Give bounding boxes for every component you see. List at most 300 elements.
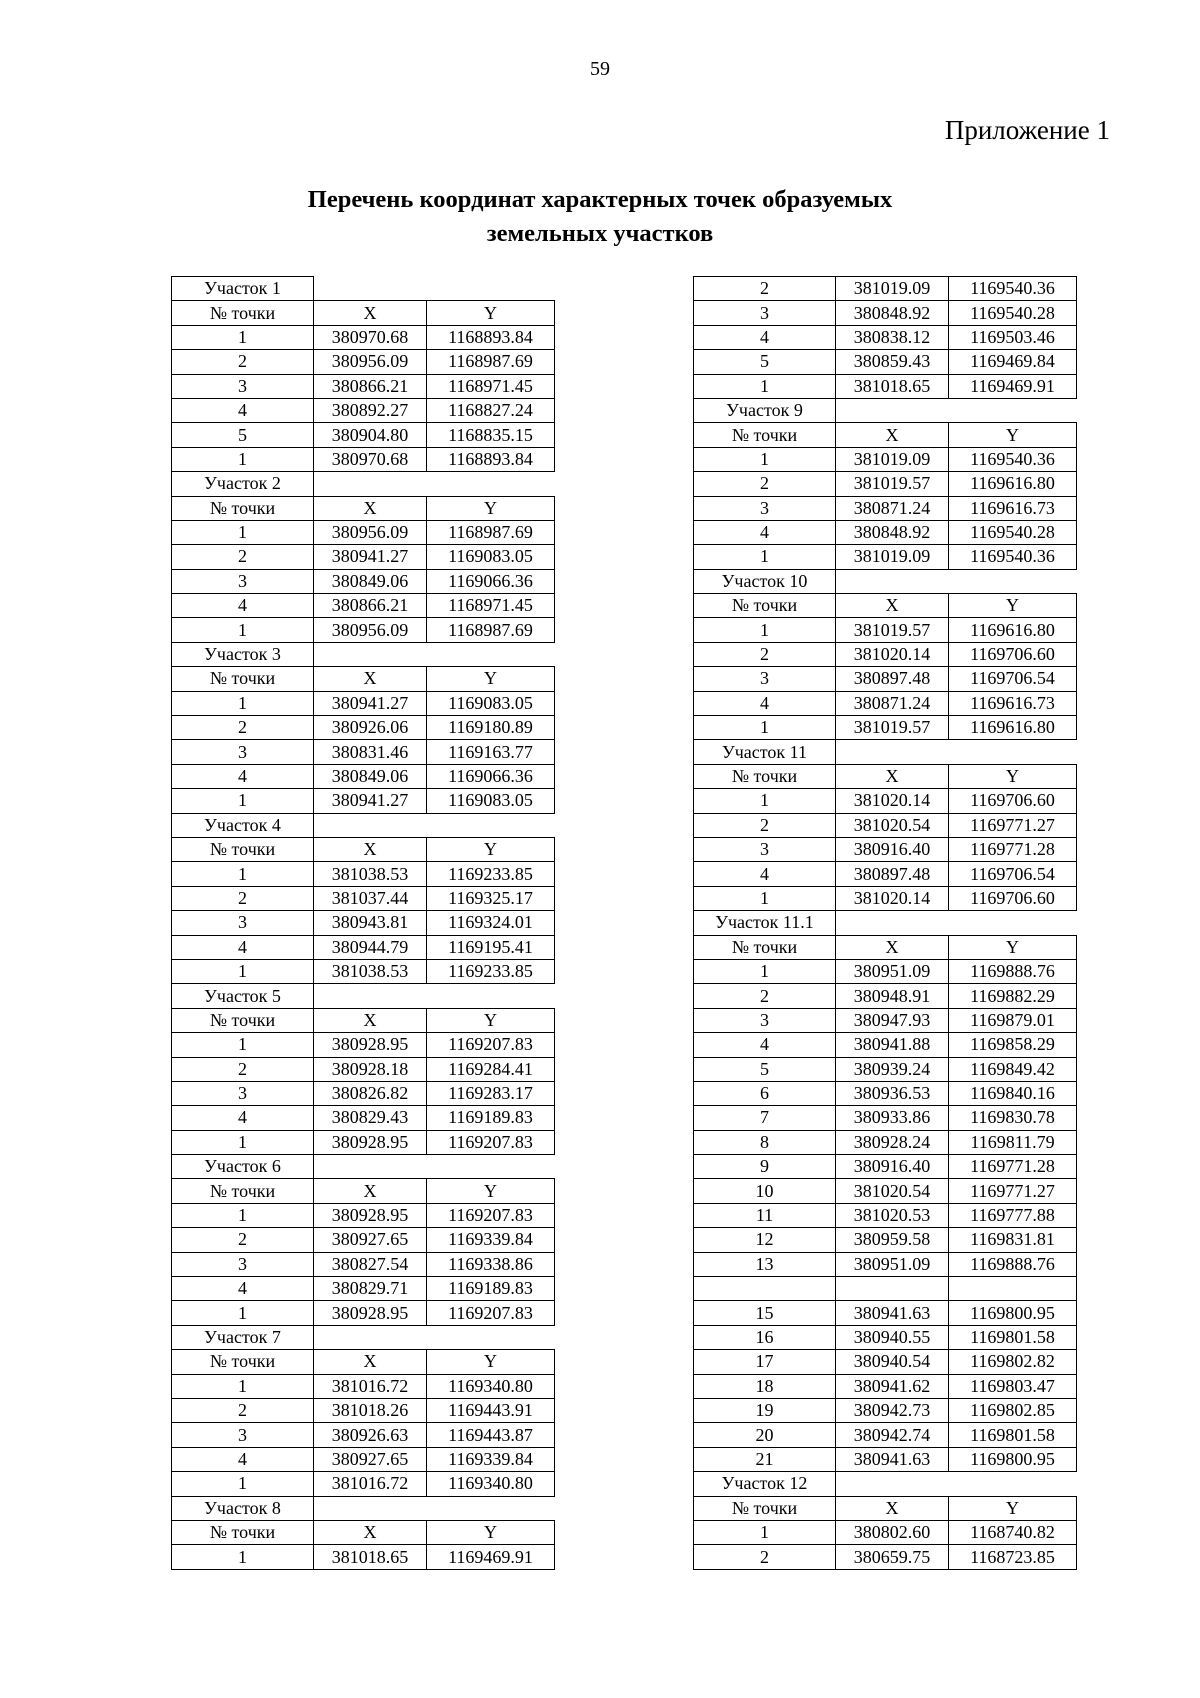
point-y: 1168827.24 xyxy=(427,398,555,422)
point-number: 2 xyxy=(172,545,314,569)
point-number: 1 xyxy=(694,1520,836,1544)
point-x: 380928.95 xyxy=(314,1301,427,1325)
point-y: 1168987.69 xyxy=(427,350,555,374)
point-x: 380941.27 xyxy=(314,691,427,715)
point-x: 380970.68 xyxy=(314,325,427,349)
point-x: 380926.06 xyxy=(314,716,427,740)
section-row xyxy=(172,642,555,666)
header-x: X xyxy=(836,764,949,788)
section-row xyxy=(694,1472,1077,1496)
point-row xyxy=(694,545,1077,569)
header-x: X xyxy=(314,1520,427,1544)
point-x: 380849.06 xyxy=(314,764,427,788)
point-number: 2 xyxy=(172,886,314,910)
point-y: 1169800.95 xyxy=(949,1301,1077,1325)
point-y: 1169503.46 xyxy=(949,325,1077,349)
empty-cell xyxy=(949,911,1077,935)
point-row xyxy=(172,789,555,813)
empty-cell xyxy=(314,1325,427,1349)
point-number: 1 xyxy=(694,447,836,471)
point-number: 16 xyxy=(694,1325,836,1349)
point-number: 6 xyxy=(694,1081,836,1105)
point-y: 1169540.36 xyxy=(949,277,1077,301)
empty-cell xyxy=(836,1472,949,1496)
header-x: X xyxy=(314,1350,427,1374)
point-y: 1169083.05 xyxy=(427,789,555,813)
point-x: 380849.06 xyxy=(314,569,427,593)
point-row xyxy=(172,1081,555,1105)
point-number: 3 xyxy=(694,1008,836,1032)
point-x: 381018.26 xyxy=(314,1398,427,1422)
column-header-row xyxy=(694,1496,1077,1520)
section-row xyxy=(172,1155,555,1179)
point-x: 380928.95 xyxy=(314,1033,427,1057)
point-number: 2 xyxy=(172,1228,314,1252)
header-x: X xyxy=(836,935,949,959)
empty-cell xyxy=(427,813,555,837)
point-number: 3 xyxy=(694,667,836,691)
point-y: 1169801.58 xyxy=(949,1423,1077,1447)
point-number: 3 xyxy=(694,496,836,520)
point-y: 1169469.91 xyxy=(427,1545,555,1569)
point-x: 380838.12 xyxy=(836,325,949,349)
point-row xyxy=(694,886,1077,910)
point-number: 2 xyxy=(694,1545,836,1569)
header-y: Y xyxy=(949,935,1077,959)
point-x: 380956.09 xyxy=(314,520,427,544)
point-row xyxy=(694,716,1077,740)
point-row xyxy=(694,374,1077,398)
point-row xyxy=(694,1423,1077,1447)
point-x: 380928.18 xyxy=(314,1057,427,1081)
point-x: 381019.09 xyxy=(836,447,949,471)
point-y: 1169207.83 xyxy=(427,1203,555,1227)
header-y: Y xyxy=(949,423,1077,447)
section-row xyxy=(172,1496,555,1520)
point-number: 9 xyxy=(694,1155,836,1179)
header-y: Y xyxy=(427,1350,555,1374)
point-x: 380941.27 xyxy=(314,545,427,569)
column-header-row xyxy=(172,301,555,325)
point-number: 4 xyxy=(694,862,836,886)
point-number: 10 xyxy=(694,1179,836,1203)
point-x: 380904.80 xyxy=(314,423,427,447)
point-number: 1 xyxy=(172,618,314,642)
point-row xyxy=(172,1252,555,1276)
point-number: 1 xyxy=(172,691,314,715)
point-y: 1169233.85 xyxy=(427,959,555,983)
point-number: 4 xyxy=(172,594,314,618)
point-number: 1 xyxy=(172,1033,314,1057)
point-number: 4 xyxy=(172,1277,314,1301)
point-x: 380947.93 xyxy=(836,1008,949,1032)
header-point-number: № точки xyxy=(172,837,314,861)
point-x: 380826.82 xyxy=(314,1081,427,1105)
empty-cell xyxy=(836,911,949,935)
point-row xyxy=(694,691,1077,715)
point-y: 1169801.58 xyxy=(949,1325,1077,1349)
point-number: 8 xyxy=(694,1130,836,1154)
point-x: 380933.86 xyxy=(836,1106,949,1130)
column-header-row xyxy=(172,496,555,520)
point-x: 381019.09 xyxy=(836,277,949,301)
point-row xyxy=(694,1520,1077,1544)
point-x: 381016.72 xyxy=(314,1472,427,1496)
empty-cell xyxy=(836,398,949,422)
point-x: 380951.09 xyxy=(836,959,949,983)
point-x: 380831.46 xyxy=(314,740,427,764)
point-y: 1169802.85 xyxy=(949,1398,1077,1422)
header-y: Y xyxy=(427,837,555,861)
point-x: 380871.24 xyxy=(836,496,949,520)
point-row xyxy=(172,1423,555,1447)
point-x: 381019.57 xyxy=(836,618,949,642)
header-point-number: № точки xyxy=(172,1008,314,1032)
point-x: 381016.72 xyxy=(314,1374,427,1398)
column-header-row xyxy=(172,1520,555,1544)
point-y: 1169163.77 xyxy=(427,740,555,764)
point-y: 1169340.80 xyxy=(427,1374,555,1398)
header-x: X xyxy=(314,837,427,861)
header-x: X xyxy=(314,301,427,325)
section-label: Участок 11.1 xyxy=(694,911,836,935)
header-y: Y xyxy=(949,594,1077,618)
empty-cell xyxy=(949,398,1077,422)
point-x: 380936.53 xyxy=(836,1081,949,1105)
point-row xyxy=(172,691,555,715)
point-x: 380866.21 xyxy=(314,594,427,618)
point-row xyxy=(172,1472,555,1496)
point-x: 381020.14 xyxy=(836,886,949,910)
section-row xyxy=(172,813,555,837)
appendix-label: Приложение 1 xyxy=(944,115,1110,145)
point-number: 2 xyxy=(694,277,836,301)
point-x: 380942.73 xyxy=(836,1398,949,1422)
point-row xyxy=(694,984,1077,1008)
point-number: 3 xyxy=(172,1081,314,1105)
point-number: 3 xyxy=(172,740,314,764)
point-x: 380802.60 xyxy=(836,1520,949,1544)
point-row xyxy=(172,1301,555,1325)
point-row xyxy=(172,886,555,910)
point-number: 5 xyxy=(172,423,314,447)
point-number: 12 xyxy=(694,1228,836,1252)
point-x: 380892.27 xyxy=(314,398,427,422)
point-row xyxy=(172,398,555,422)
point-row xyxy=(694,642,1077,666)
header-x: X xyxy=(314,667,427,691)
point-y: 1169340.80 xyxy=(427,1472,555,1496)
point-number: 3 xyxy=(172,1252,314,1276)
point-x: 380959.58 xyxy=(836,1228,949,1252)
point-number: 1 xyxy=(172,862,314,886)
empty-cell xyxy=(314,813,427,837)
point-x: 381038.53 xyxy=(314,959,427,983)
point-number: 1 xyxy=(172,959,314,983)
point-x: 381037.44 xyxy=(314,886,427,910)
column-header-row xyxy=(172,1179,555,1203)
header-point-number: № точки xyxy=(694,594,836,618)
point-row xyxy=(172,959,555,983)
point-y: 1169830.78 xyxy=(949,1106,1077,1130)
point-y: 1169443.87 xyxy=(427,1423,555,1447)
point-row xyxy=(172,1545,555,1569)
point-row xyxy=(694,789,1077,813)
point-y: 1169771.27 xyxy=(949,813,1077,837)
point-y: 1169066.36 xyxy=(427,764,555,788)
point-x: 380827.54 xyxy=(314,1252,427,1276)
point-number: 2 xyxy=(172,716,314,740)
point-x: 380928.95 xyxy=(314,1130,427,1154)
header-x: X xyxy=(314,1179,427,1203)
empty-cell xyxy=(949,1472,1077,1496)
point-x: 381020.53 xyxy=(836,1203,949,1227)
point-number: 7 xyxy=(694,1106,836,1130)
title-line-1: Перечень координат характерных точек образуемых xyxy=(307,186,893,213)
point-number: 13 xyxy=(694,1252,836,1276)
header-x: X xyxy=(314,496,427,520)
empty-cell xyxy=(314,1155,427,1179)
point-y: 1168893.84 xyxy=(427,447,555,471)
point-y: 1169616.80 xyxy=(949,472,1077,496)
point-x: 380928.24 xyxy=(836,1130,949,1154)
empty-cell xyxy=(427,984,555,1008)
point-number: 4 xyxy=(172,398,314,422)
point-number: 15 xyxy=(694,1301,836,1325)
point-y: 1169540.28 xyxy=(949,520,1077,544)
point-y: 1169803.47 xyxy=(949,1374,1077,1398)
point-y: 1169233.85 xyxy=(427,862,555,886)
header-y: Y xyxy=(949,1496,1077,1520)
point-number: 1 xyxy=(694,618,836,642)
point-number: 4 xyxy=(694,1033,836,1057)
coordinates-table-right xyxy=(693,276,1077,1570)
point-y: 1169706.54 xyxy=(949,667,1077,691)
point-row xyxy=(172,1398,555,1422)
section-row xyxy=(172,1325,555,1349)
point-x: 380926.63 xyxy=(314,1423,427,1447)
title-line-2: земельных участков xyxy=(486,220,714,247)
point-x: 380939.24 xyxy=(836,1057,949,1081)
point-number: 4 xyxy=(172,1106,314,1130)
empty-cell xyxy=(314,472,427,496)
point-x: 380970.68 xyxy=(314,447,427,471)
point-y: 1169066.36 xyxy=(427,569,555,593)
point-number: 17 xyxy=(694,1350,836,1374)
point-y: 1169207.83 xyxy=(427,1130,555,1154)
section-row xyxy=(172,984,555,1008)
point-row xyxy=(694,1033,1077,1057)
point-x: 380956.09 xyxy=(314,350,427,374)
point-number: 2 xyxy=(694,642,836,666)
point-number: 3 xyxy=(172,374,314,398)
column-header-row xyxy=(172,837,555,861)
point-y: 1169195.41 xyxy=(427,935,555,959)
section-row xyxy=(172,277,555,301)
point-y: 1168740.82 xyxy=(949,1520,1077,1544)
point-y: 1169858.29 xyxy=(949,1033,1077,1057)
point-row xyxy=(694,1179,1077,1203)
point-row xyxy=(172,1106,555,1130)
point-x xyxy=(836,1277,949,1301)
point-y: 1169879.01 xyxy=(949,1008,1077,1032)
point-row xyxy=(694,1008,1077,1032)
point-x: 381019.57 xyxy=(836,716,949,740)
point-row xyxy=(172,325,555,349)
point-x: 380916.40 xyxy=(836,1155,949,1179)
column-header-row xyxy=(694,935,1077,959)
section-label: Участок 12 xyxy=(694,1472,836,1496)
point-row xyxy=(172,911,555,935)
section-row xyxy=(694,569,1077,593)
point-x: 380928.95 xyxy=(314,1203,427,1227)
point-number: 2 xyxy=(172,350,314,374)
point-number: 2 xyxy=(694,984,836,1008)
point-number: 1 xyxy=(172,520,314,544)
point-x: 380956.09 xyxy=(314,618,427,642)
point-number: 1 xyxy=(172,1203,314,1227)
point-row xyxy=(172,1057,555,1081)
point-x: 380948.91 xyxy=(836,984,949,1008)
point-row xyxy=(694,1252,1077,1276)
point-number: 18 xyxy=(694,1374,836,1398)
point-y: 1169849.42 xyxy=(949,1057,1077,1081)
point-y: 1169189.83 xyxy=(427,1106,555,1130)
point-row xyxy=(172,520,555,544)
point-row xyxy=(694,618,1077,642)
section-label: Участок 9 xyxy=(694,398,836,422)
empty-cell xyxy=(949,569,1077,593)
point-y: 1169840.16 xyxy=(949,1081,1077,1105)
point-y: 1169888.76 xyxy=(949,1252,1077,1276)
point-row xyxy=(694,1374,1077,1398)
section-label: Участок 10 xyxy=(694,569,836,593)
section-label: Участок 7 xyxy=(172,1325,314,1349)
point-number xyxy=(694,1277,836,1301)
point-y: 1169771.28 xyxy=(949,1155,1077,1179)
point-row xyxy=(694,1203,1077,1227)
section-label: Участок 2 xyxy=(172,472,314,496)
point-number: 4 xyxy=(694,691,836,715)
point-x: 380944.79 xyxy=(314,935,427,959)
point-row xyxy=(694,1350,1077,1374)
point-number: 1 xyxy=(172,447,314,471)
point-row xyxy=(172,545,555,569)
point-number: 4 xyxy=(172,1447,314,1471)
point-row xyxy=(694,1398,1077,1422)
empty-cell xyxy=(836,569,949,593)
point-row xyxy=(694,447,1077,471)
point-x: 380897.48 xyxy=(836,667,949,691)
point-row xyxy=(694,1447,1077,1471)
point-row xyxy=(172,374,555,398)
point-y: 1169706.54 xyxy=(949,862,1077,886)
point-row xyxy=(172,447,555,471)
header-x: X xyxy=(314,1008,427,1032)
point-x: 380942.74 xyxy=(836,1423,949,1447)
point-y: 1169083.05 xyxy=(427,545,555,569)
point-y: 1169207.83 xyxy=(427,1033,555,1057)
point-x: 380927.65 xyxy=(314,1447,427,1471)
point-x: 380927.65 xyxy=(314,1228,427,1252)
point-y: 1169189.83 xyxy=(427,1277,555,1301)
point-row xyxy=(694,667,1077,691)
point-row xyxy=(694,496,1077,520)
point-y: 1169706.60 xyxy=(949,642,1077,666)
point-row xyxy=(694,1155,1077,1179)
point-y: 1169706.60 xyxy=(949,886,1077,910)
point-y: 1169811.79 xyxy=(949,1130,1077,1154)
point-number: 3 xyxy=(172,1423,314,1447)
point-number: 1 xyxy=(694,789,836,813)
point-number: 1 xyxy=(172,1374,314,1398)
point-row xyxy=(694,1301,1077,1325)
header-y: Y xyxy=(427,1520,555,1544)
point-row xyxy=(694,959,1077,983)
point-row xyxy=(694,1228,1077,1252)
point-row xyxy=(172,716,555,740)
point-number: 11 xyxy=(694,1203,836,1227)
document-title xyxy=(0,183,1200,251)
point-x: 381020.54 xyxy=(836,813,949,837)
point-y: 1169339.84 xyxy=(427,1228,555,1252)
point-y: 1169706.60 xyxy=(949,789,1077,813)
point-number: 2 xyxy=(694,472,836,496)
point-y: 1169338.86 xyxy=(427,1252,555,1276)
empty-cell xyxy=(427,277,555,301)
point-number: 1 xyxy=(694,959,836,983)
point-y: 1169800.95 xyxy=(949,1447,1077,1471)
header-point-number: № точки xyxy=(172,301,314,325)
point-row xyxy=(694,1130,1077,1154)
point-y: 1169616.73 xyxy=(949,691,1077,715)
point-number: 1 xyxy=(172,789,314,813)
point-number: 4 xyxy=(172,764,314,788)
point-y: 1169443.91 xyxy=(427,1398,555,1422)
point-row xyxy=(694,350,1077,374)
point-x: 380848.92 xyxy=(836,520,949,544)
point-number: 4 xyxy=(172,935,314,959)
point-number: 2 xyxy=(172,1398,314,1422)
point-row xyxy=(172,423,555,447)
point-number: 2 xyxy=(694,813,836,837)
point-number: 1 xyxy=(694,545,836,569)
point-row xyxy=(694,472,1077,496)
point-y: 1169469.84 xyxy=(949,350,1077,374)
point-row xyxy=(172,1130,555,1154)
point-number: 1 xyxy=(172,1301,314,1325)
point-x: 380871.24 xyxy=(836,691,949,715)
header-point-number: № точки xyxy=(172,1179,314,1203)
point-number: 1 xyxy=(172,325,314,349)
point-x: 380940.55 xyxy=(836,1325,949,1349)
point-number: 4 xyxy=(694,520,836,544)
point-x: 381038.53 xyxy=(314,862,427,886)
point-row xyxy=(694,1277,1077,1301)
point-y: 1169616.73 xyxy=(949,496,1077,520)
header-y: Y xyxy=(427,667,555,691)
point-x: 381019.09 xyxy=(836,545,949,569)
point-number: 5 xyxy=(694,1057,836,1081)
header-y: Y xyxy=(427,301,555,325)
point-number: 1 xyxy=(172,1545,314,1569)
header-point-number: № точки xyxy=(172,1350,314,1374)
point-y: 1169469.91 xyxy=(949,374,1077,398)
section-label: Участок 3 xyxy=(172,642,314,666)
point-x: 380941.27 xyxy=(314,789,427,813)
point-number: 3 xyxy=(694,837,836,861)
point-y: 1169283.17 xyxy=(427,1081,555,1105)
